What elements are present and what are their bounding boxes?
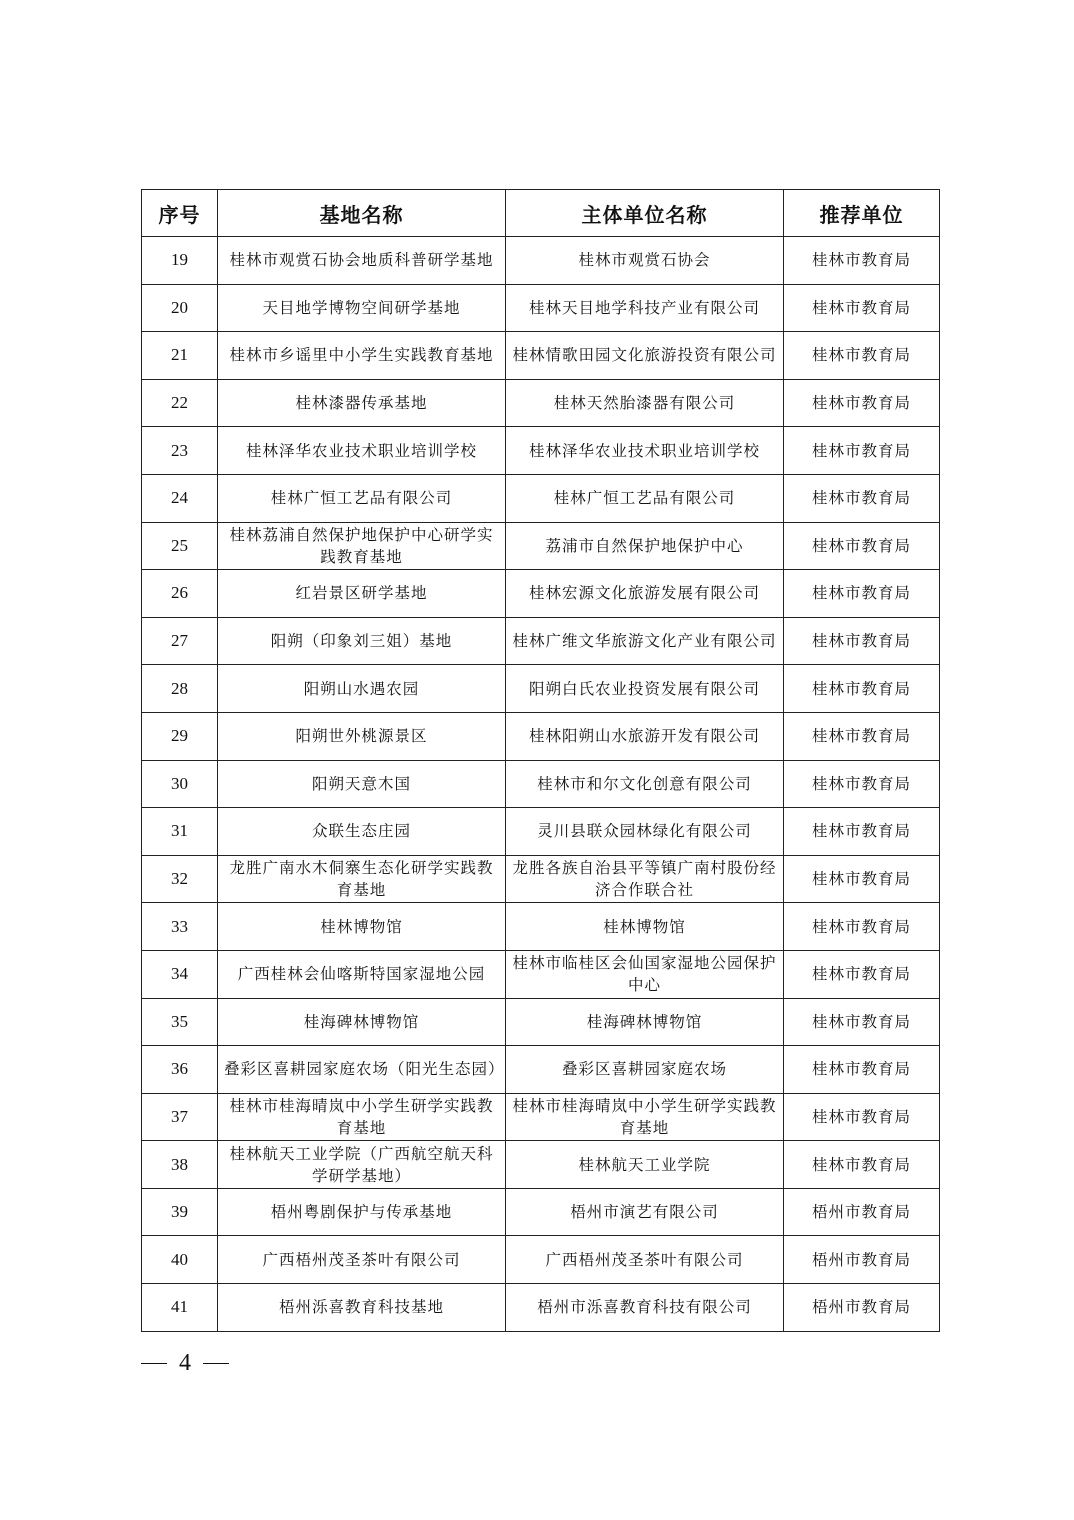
cell-unit-name: 叠彩区喜耕园家庭农场 <box>506 1046 784 1094</box>
cell-seq: 23 <box>142 427 218 475</box>
table-row <box>142 1236 940 1284</box>
cell-recommender: 桂林市教育局 <box>784 760 940 808</box>
cell-base-name: 桂林荔浦自然保护地保护中心研学实践教育基地 <box>218 522 506 570</box>
table-row <box>142 427 940 475</box>
cell-unit-name: 桂林泽华农业技术职业培训学校 <box>506 427 784 475</box>
cell-base-name: 阳朔世外桃源景区 <box>218 712 506 760</box>
cell-recommender: 桂林市教育局 <box>784 998 940 1046</box>
cell-seq: 28 <box>142 665 218 713</box>
table-body <box>142 237 940 1332</box>
table-header-row <box>142 190 940 237</box>
cell-base-name: 桂林市乡谣里中小学生实践教育基地 <box>218 332 506 380</box>
cell-unit-name: 桂林宏源文化旅游发展有限公司 <box>506 570 784 618</box>
cell-unit-name: 梧州市演艺有限公司 <box>506 1188 784 1236</box>
cell-seq: 40 <box>142 1236 218 1284</box>
base-list-table-container <box>141 189 939 1332</box>
cell-unit-name: 桂林天目地学科技产业有限公司 <box>506 284 784 332</box>
cell-base-name: 桂海碑林博物馆 <box>218 998 506 1046</box>
cell-base-name: 广西梧州茂圣茶叶有限公司 <box>218 1236 506 1284</box>
cell-base-name: 桂林泽华农业技术职业培训学校 <box>218 427 506 475</box>
cell-recommender: 桂林市教育局 <box>784 617 940 665</box>
left-dash <box>141 1363 167 1365</box>
cell-unit-name: 桂林阳朔山水旅游开发有限公司 <box>506 712 784 760</box>
cell-seq: 26 <box>142 570 218 618</box>
cell-recommender: 桂林市教育局 <box>784 665 940 713</box>
cell-unit-name: 桂林天然胎漆器有限公司 <box>506 379 784 427</box>
cell-recommender: 桂林市教育局 <box>784 1141 940 1189</box>
cell-recommender: 桂林市教育局 <box>784 1046 940 1094</box>
table-row <box>142 855 940 903</box>
cell-unit-name: 广西梧州茂圣茶叶有限公司 <box>506 1236 784 1284</box>
cell-recommender: 桂林市教育局 <box>784 522 940 570</box>
table-row <box>142 665 940 713</box>
cell-base-name: 龙胜广南水木侗寨生态化研学实践教育基地 <box>218 855 506 903</box>
base-list-table <box>141 189 940 1332</box>
table-row <box>142 522 940 570</box>
cell-unit-name: 桂海碑林博物馆 <box>506 998 784 1046</box>
right-dash <box>203 1363 229 1365</box>
cell-recommender: 桂林市教育局 <box>784 808 940 856</box>
header-unit-name: 主体单位名称 <box>506 190 784 237</box>
cell-seq: 30 <box>142 760 218 808</box>
cell-seq: 32 <box>142 855 218 903</box>
cell-seq: 21 <box>142 332 218 380</box>
cell-recommender: 桂林市教育局 <box>784 855 940 903</box>
cell-recommender: 桂林市教育局 <box>784 332 940 380</box>
cell-seq: 25 <box>142 522 218 570</box>
cell-base-name: 梧州粤剧保护与传承基地 <box>218 1188 506 1236</box>
cell-recommender: 桂林市教育局 <box>784 237 940 285</box>
cell-base-name: 桂林广恒工艺品有限公司 <box>218 474 506 522</box>
cell-base-name: 桂林航天工业学院（广西航空航天科学研学基地） <box>218 1141 506 1189</box>
cell-unit-name: 桂林广恒工艺品有限公司 <box>506 474 784 522</box>
cell-seq: 34 <box>142 950 218 998</box>
cell-seq: 19 <box>142 237 218 285</box>
table-row <box>142 1284 940 1332</box>
cell-base-name: 桂林市桂海晴岚中小学生研学实践教育基地 <box>218 1093 506 1141</box>
cell-unit-name: 桂林航天工业学院 <box>506 1141 784 1189</box>
cell-recommender: 桂林市教育局 <box>784 379 940 427</box>
cell-base-name: 桂林市观赏石协会地质科普研学基地 <box>218 237 506 285</box>
cell-recommender: 梧州市教育局 <box>784 1236 940 1284</box>
cell-base-name: 桂林博物馆 <box>218 903 506 951</box>
cell-seq: 33 <box>142 903 218 951</box>
cell-unit-name: 桂林博物馆 <box>506 903 784 951</box>
cell-seq: 27 <box>142 617 218 665</box>
cell-seq: 22 <box>142 379 218 427</box>
cell-seq: 41 <box>142 1284 218 1332</box>
cell-unit-name: 龙胜各族自治县平等镇广南村股份经济合作联合社 <box>506 855 784 903</box>
table-row <box>142 808 940 856</box>
cell-recommender: 桂林市教育局 <box>784 474 940 522</box>
cell-seq: 36 <box>142 1046 218 1094</box>
table-row <box>142 617 940 665</box>
cell-recommender: 桂林市教育局 <box>784 427 940 475</box>
cell-base-name: 众联生态庄园 <box>218 808 506 856</box>
cell-unit-name: 梧州市泺喜教育科技有限公司 <box>506 1284 784 1332</box>
table-row <box>142 1046 940 1094</box>
cell-seq: 24 <box>142 474 218 522</box>
cell-base-name: 桂林漆器传承基地 <box>218 379 506 427</box>
cell-seq: 29 <box>142 712 218 760</box>
cell-seq: 35 <box>142 998 218 1046</box>
table-row <box>142 237 940 285</box>
cell-base-name: 阳朔天意木国 <box>218 760 506 808</box>
table-row <box>142 950 940 998</box>
table-row <box>142 1141 940 1189</box>
cell-unit-name: 灵川县联众园林绿化有限公司 <box>506 808 784 856</box>
table-row <box>142 332 940 380</box>
table-row <box>142 1093 940 1141</box>
cell-recommender: 桂林市教育局 <box>784 284 940 332</box>
table-row <box>142 474 940 522</box>
cell-seq: 20 <box>142 284 218 332</box>
header-base-name: 基地名称 <box>218 190 506 237</box>
header-recommender: 推荐单位 <box>784 190 940 237</box>
cell-recommender: 桂林市教育局 <box>784 903 940 951</box>
cell-unit-name: 桂林市桂海晴岚中小学生研学实践教育基地 <box>506 1093 784 1141</box>
cell-seq: 38 <box>142 1141 218 1189</box>
table-row <box>142 1188 940 1236</box>
cell-seq: 37 <box>142 1093 218 1141</box>
table-row <box>142 760 940 808</box>
table-row <box>142 712 940 760</box>
cell-base-name: 天目地学博物空间研学基地 <box>218 284 506 332</box>
table-row <box>142 284 940 332</box>
cell-seq: 39 <box>142 1188 218 1236</box>
cell-recommender: 桂林市教育局 <box>784 712 940 760</box>
cell-recommender: 桂林市教育局 <box>784 1093 940 1141</box>
cell-unit-name: 阳朔白氏农业投资发展有限公司 <box>506 665 784 713</box>
cell-unit-name: 桂林广维文华旅游文化产业有限公司 <box>506 617 784 665</box>
cell-recommender: 桂林市教育局 <box>784 950 940 998</box>
page-number-footer <box>141 1350 229 1377</box>
cell-base-name: 阳朔山水遇农园 <box>218 665 506 713</box>
table-row <box>142 903 940 951</box>
cell-unit-name: 桂林市临桂区会仙国家湿地公园保护中心 <box>506 950 784 998</box>
page-number: 4 <box>179 1350 191 1376</box>
cell-unit-name: 荔浦市自然保护地保护中心 <box>506 522 784 570</box>
cell-seq: 31 <box>142 808 218 856</box>
table-row <box>142 998 940 1046</box>
cell-recommender: 桂林市教育局 <box>784 570 940 618</box>
cell-base-name: 阳朔（印象刘三姐）基地 <box>218 617 506 665</box>
cell-base-name: 广西桂林会仙喀斯特国家湿地公园 <box>218 950 506 998</box>
cell-unit-name: 桂林情歌田园文化旅游投资有限公司 <box>506 332 784 380</box>
cell-base-name: 叠彩区喜耕园家庭农场（阳光生态园） <box>218 1046 506 1094</box>
table-row <box>142 570 940 618</box>
cell-base-name: 梧州泺喜教育科技基地 <box>218 1284 506 1332</box>
cell-recommender: 梧州市教育局 <box>784 1284 940 1332</box>
cell-unit-name: 桂林市观赏石协会 <box>506 237 784 285</box>
cell-recommender: 梧州市教育局 <box>784 1188 940 1236</box>
table-row <box>142 379 940 427</box>
cell-unit-name: 桂林市和尔文化创意有限公司 <box>506 760 784 808</box>
header-seq: 序号 <box>142 190 218 237</box>
cell-base-name: 红岩景区研学基地 <box>218 570 506 618</box>
